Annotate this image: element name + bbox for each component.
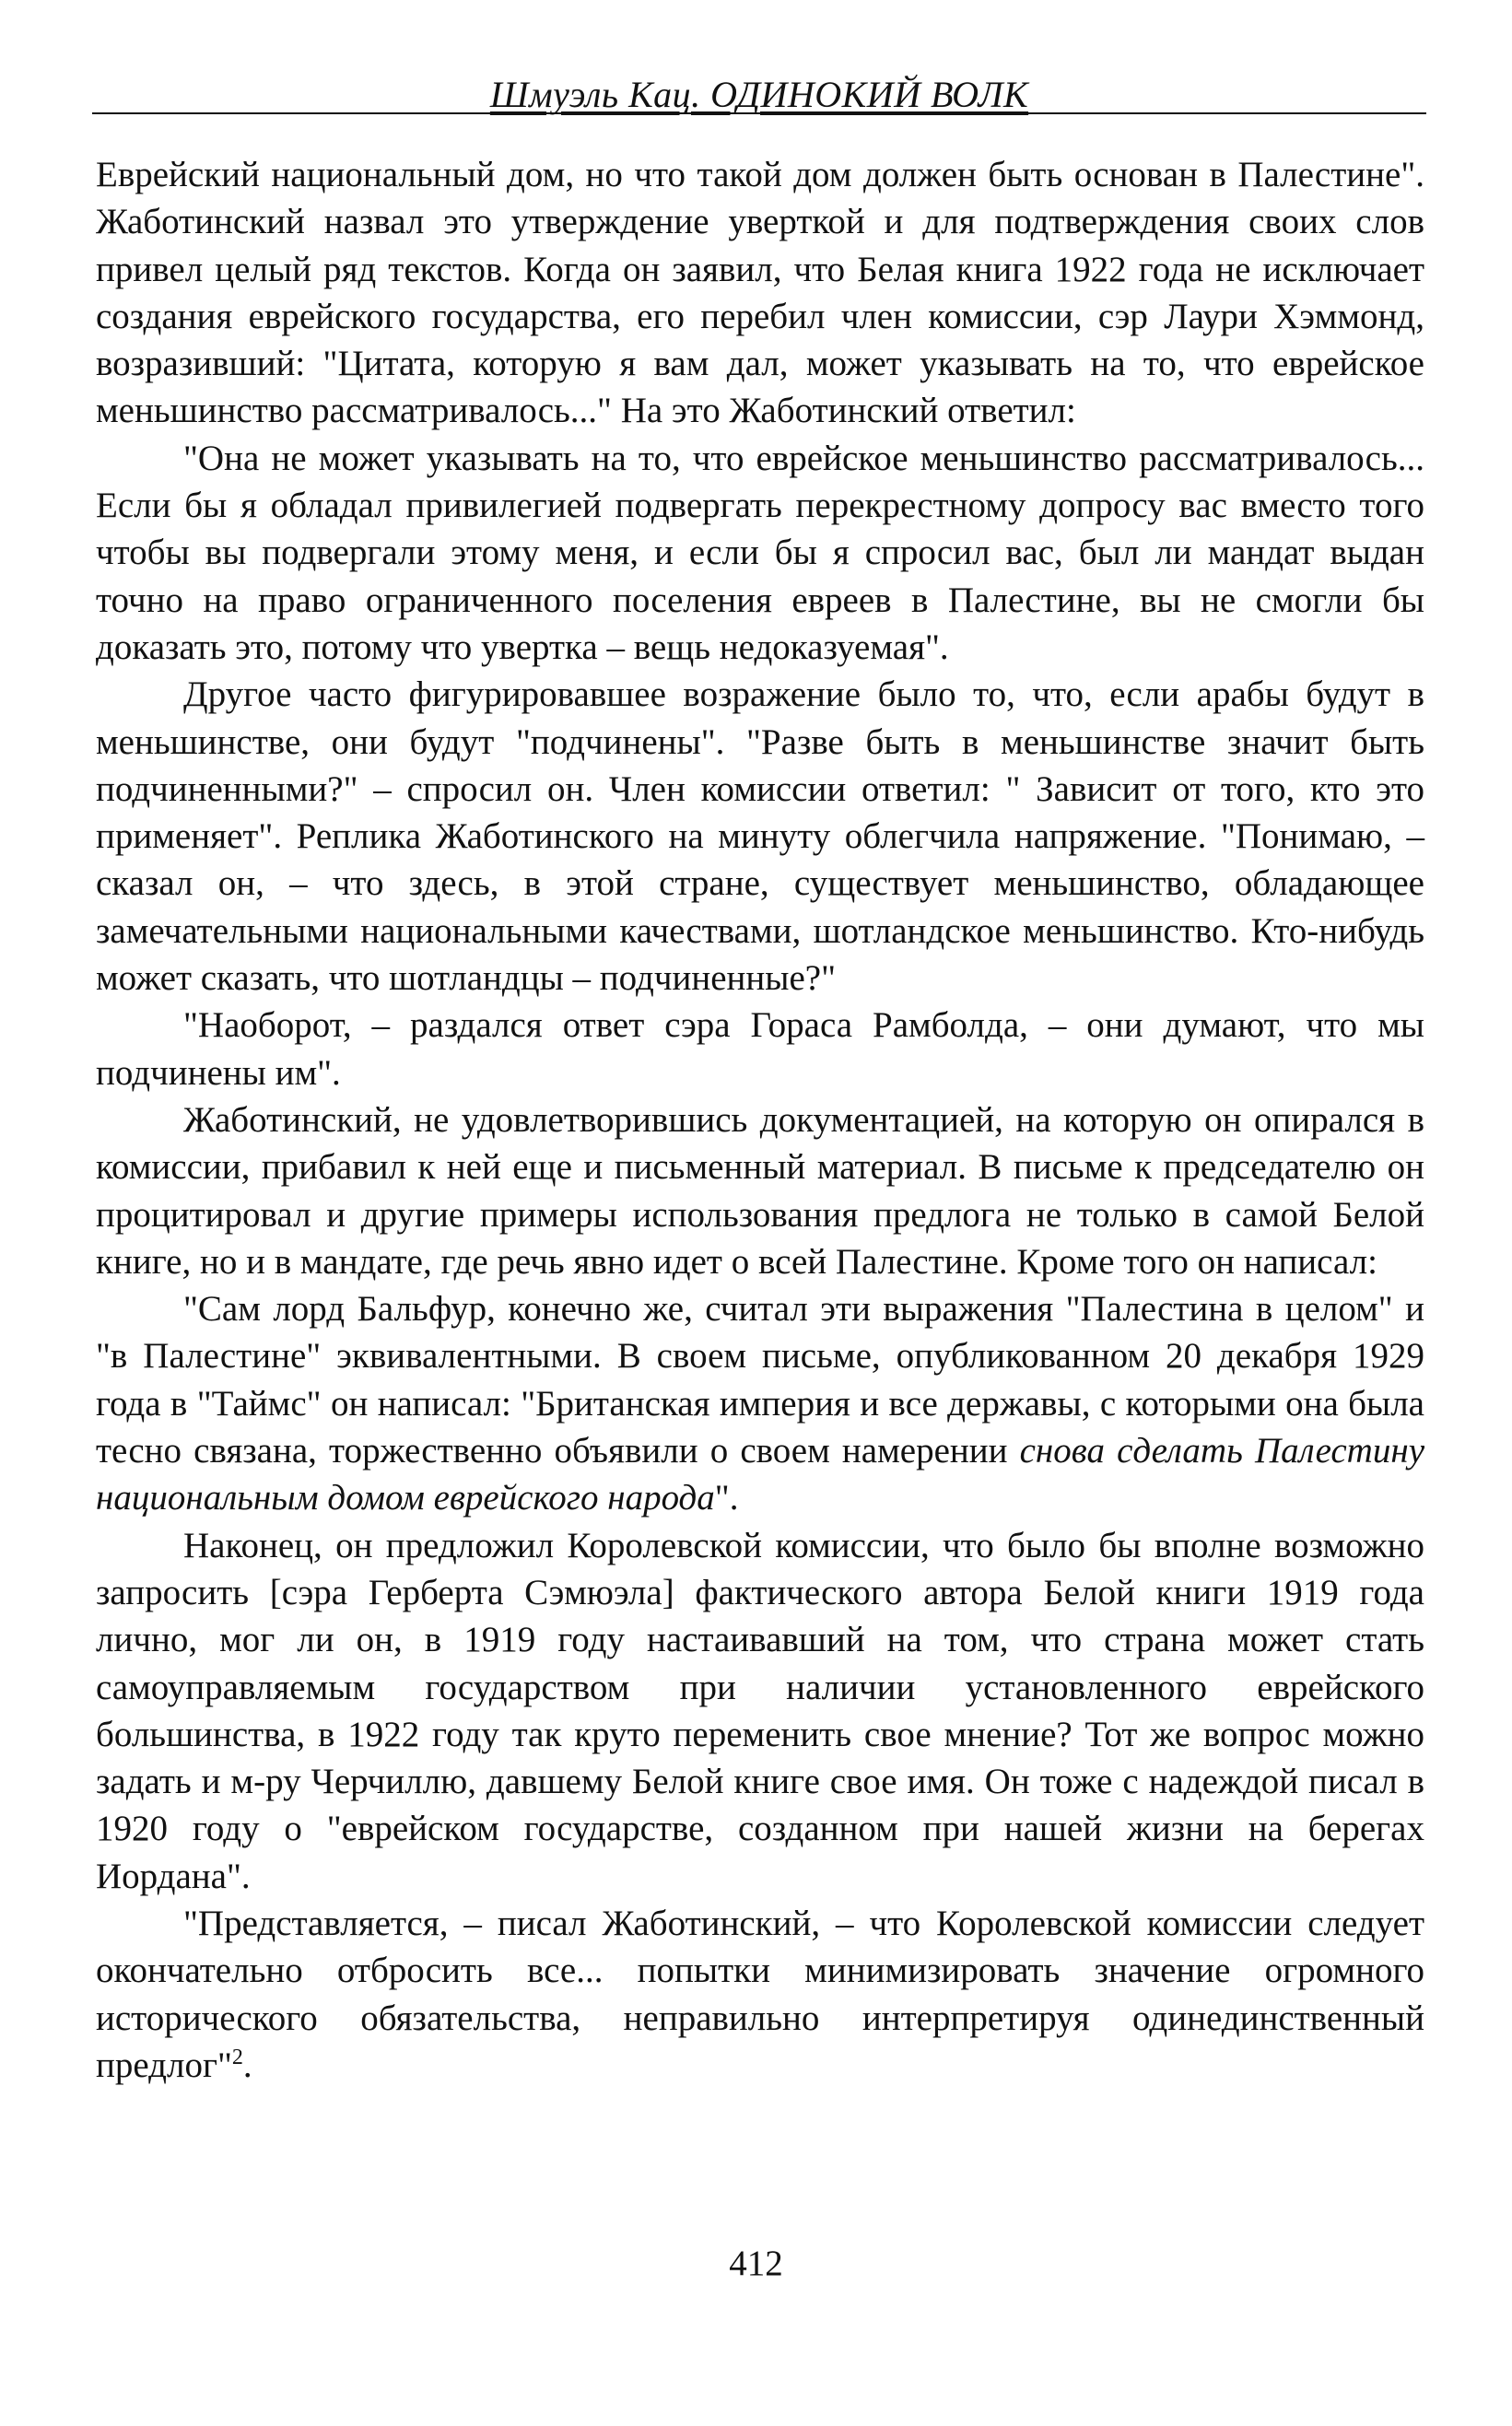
paragraph-3: Другое часто фигурировавшее возражение было то, что, если арабы будут в меньшинстве, они будут "подчинены". "Разве быть в меньшинстве значит быть подчиненными?" – спросил он. Член комиссии ответил: " Зависит от того, кто это применяет". Реплика Жаботинского на минуту облегчила напряжение. "Понимаю, – сказал он, – что здесь, в этой стране, существует меньшинство, обладающее замечательными национальными качествами, шотландское меньшинство. Кто-нибудь может сказать, что шотландцы – подчиненные?" xyxy=(96,674,1424,999)
paragraph-5: Жаботинский, не удовлетворившись документацией, на которую он опирался в комиссии, прибавил к ней еще и письменный материал. В письме к председателю он процитировал и другие примеры использования предлога не только в самой Белой книге, но и в мандате, где речь явно идет о всей Палестине. Кроме того он написал: xyxy=(96,1099,1424,1282)
header-rule xyxy=(92,112,1426,114)
footnote-mark: 2 xyxy=(231,2045,243,2069)
paragraph-6-quote xyxy=(96,1285,1424,1521)
paragraph-6-text-after: ". xyxy=(714,1478,739,1518)
paragraph-2-quote: "Она не может указывать на то, что еврейское меньшинство рассматривалось... Если бы я обладал привилегией подвергать перекрестному допросу вас вместо того чтобы вы подвергали этому меня, и если бы я спросил вас, был ли мандат выдан точно на право ограниченного поселения евреев в Палестине, вы не смогли бы доказать это, потому что увертка – вещь недоказуемая". xyxy=(96,438,1424,667)
paragraph-8-text-after: . xyxy=(242,2045,252,2085)
paragraph-8-text: "Представляется, – писал Жаботинский, – что Королевской комиссии следует окончательно отбросить все... попытки минимизировать значение огромного исторического обязательства, неправильно интерпретируя одинединственный предлог" xyxy=(96,1903,1424,2085)
running-header: Шмуэль Кац. ОДИНОКИЙ ВОЛК xyxy=(489,74,1029,115)
page-number: 412 xyxy=(729,2244,783,2283)
paragraph-8-quote xyxy=(96,1900,1424,2089)
paragraph-6-text-before: "Сам лорд Бальфур, конечно же, считал эти выражения "Палестина в целом" и "в Палестине" эквивалентными. В своем письме, опубликованном 20 декабря 1929 года в "Таймс" он написал: "Британская империя и все державы, с которыми она была тесно связана, торжественно объявили о своем намерении xyxy=(96,1289,1424,1471)
body-text xyxy=(96,151,1424,2089)
paragraph-7: Наконец, он предложил Королевской комиссии, что было бы вполне возможно запросить [сэра Герберта Сэмюэла] фактического автора Белой книги 1919 года лично, мог ли он, в 1919 году настаивавший на том, что страна может стать самоуправляемым государством при наличии установленного еврейского большинства, в 1922 году так круто переменить свое мнение? Тот же вопрос можно задать и м-ру Черчиллю, давшему Белой книге свое имя. Он тоже с надеждой писал в 1920 году о "еврейском государстве, созданном при нашей жизни на берегах Иордана". xyxy=(96,1525,1424,1896)
paragraph-1: Еврейский национальный дом, но что такой дом должен быть основан в Палестине". Жаботинский назвал это утверждение уверткой и для подтверждения своих слов привел целый ряд текстов. Когда он заявил, что Белая книга 1922 года не исключает создания еврейского государства, его перебил член комиссии, сэр Лаури Хэммонд, возразивший: "Цитата, которую я вам дал, может указывать на то, что еврейское меньшинство рассматривалось..." На это Жаботинский ответил: xyxy=(96,155,1424,431)
paragraph-4-quote: "Наоборот, – раздался ответ сэра Гораса Рамболда, – они думают, что мы подчинены им". xyxy=(96,1005,1424,1093)
paragraph-6-italic-quote: снова сделать Палестину национальным домом еврейского народа xyxy=(96,1431,1425,1518)
